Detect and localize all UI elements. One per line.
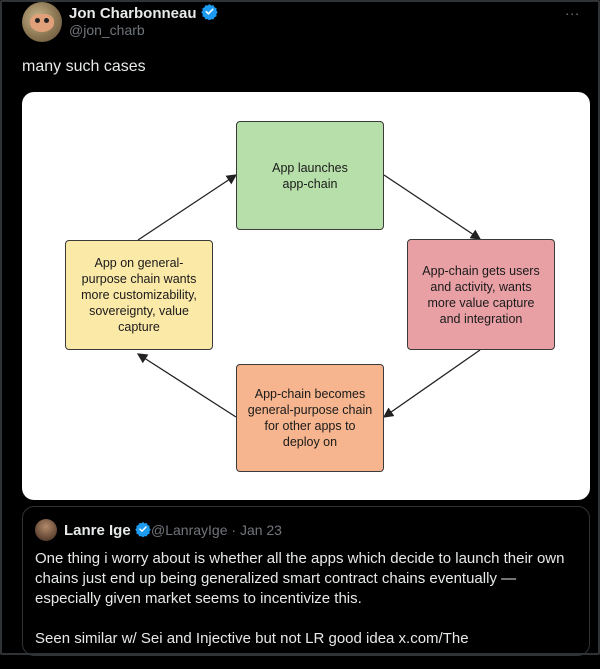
quoted-author-handle[interactable]: @LanrayIge xyxy=(151,522,228,538)
quoted-date[interactable]: Jan 23 xyxy=(239,522,282,538)
node-app-launches: App launches app-chain xyxy=(236,121,384,230)
quoted-author-name-row[interactable] xyxy=(64,521,151,541)
meta-separator: · xyxy=(231,522,240,538)
arrow-right-to-bottom xyxy=(384,350,480,417)
author-handle[interactable]: @jon_charb xyxy=(69,22,145,38)
node-general-purpose-app: App on general- purpose chain wants more customizability, sovereignty, value capture xyxy=(65,240,213,350)
author-avatar[interactable] xyxy=(22,2,62,42)
quoted-author-avatar[interactable] xyxy=(35,519,57,541)
arrow-bottom-to-left xyxy=(138,354,236,417)
tweet-text: many such cases xyxy=(22,58,146,75)
quoted-author-name[interactable]: Lanre Ige xyxy=(64,522,131,539)
quoted-tweet[interactable] xyxy=(22,506,590,656)
quoted-paragraph: One thing i worry about is whether all the apps which decide to launch their own chains just end up being generalized smart contract chains eventually — especially given market seems to incentivize this. xyxy=(35,550,565,607)
more-options-icon[interactable]: ... xyxy=(565,2,580,18)
arrow-left-to-top xyxy=(138,175,236,240)
verified-badge-icon xyxy=(135,521,151,541)
avatar-eye xyxy=(44,18,49,23)
avatar-eye xyxy=(35,18,40,23)
author-name-row[interactable] xyxy=(69,3,218,24)
attached-diagram-image[interactable] xyxy=(22,92,590,500)
quoted-meta xyxy=(151,522,282,538)
verified-badge-icon xyxy=(201,3,218,24)
arrow-top-to-right xyxy=(384,175,480,239)
author-name[interactable]: Jon Charbonneau xyxy=(69,5,197,22)
node-appchain-generalizes: App-chain becomes general-purpose chain for other apps to deploy on xyxy=(236,364,384,472)
avatar-face xyxy=(30,14,54,32)
quoted-tweet-body xyxy=(35,549,580,669)
quoted-paragraph: Seen similar w/ Sei and Injective but not LR good idea x.com/The xyxy=(35,630,469,647)
node-appchain-growth: App-chain gets users and activity, wants more value capture and integration xyxy=(407,239,555,350)
